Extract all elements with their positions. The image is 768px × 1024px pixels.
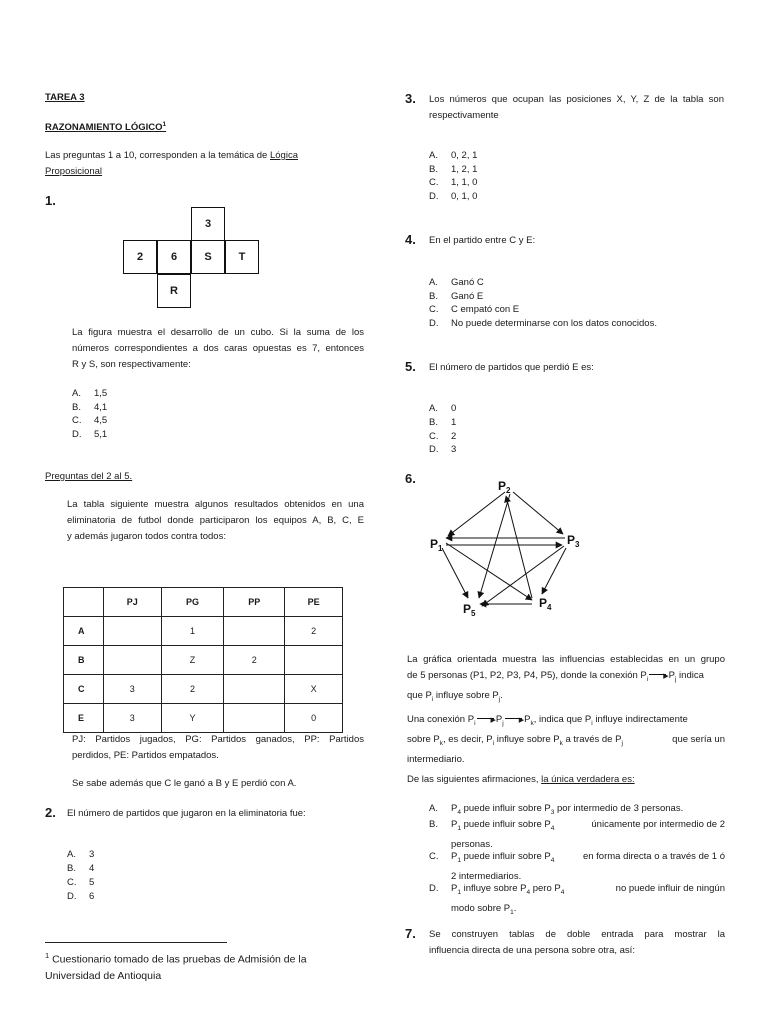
text-run: P bbox=[451, 851, 458, 862]
subscript: 4 bbox=[550, 824, 555, 832]
question-2-number: 2. bbox=[45, 805, 56, 820]
question-1-number: 1. bbox=[45, 193, 56, 208]
subscript: 4 bbox=[550, 856, 555, 864]
paragraph-line bbox=[407, 688, 725, 708]
text-run: P bbox=[495, 714, 503, 725]
arrowhead-icon: ▶ bbox=[518, 717, 525, 724]
question-4-number: 4. bbox=[405, 232, 416, 247]
section-intro-line: La tabla siguiente muestra algunos resultados obtenidos en una bbox=[67, 499, 364, 510]
text-run: P bbox=[451, 819, 458, 830]
question-3-line: Los números que ocupan las posiciones X, Y, Z de la tabla son bbox=[429, 94, 724, 105]
paragraph-line bbox=[407, 668, 725, 688]
table-cell: Z bbox=[161, 646, 224, 675]
option-text: 3 bbox=[451, 444, 457, 455]
question-2-option-a[interactable] bbox=[67, 848, 267, 862]
question-5-option-d[interactable] bbox=[429, 443, 629, 457]
text-run: por intermedio de 3 personas. bbox=[554, 803, 684, 814]
text-run: influye sobre P bbox=[433, 689, 499, 701]
table-cell bbox=[224, 704, 285, 733]
subscript: i bbox=[431, 695, 434, 703]
question-6-number: 6. bbox=[405, 471, 416, 486]
edge-p3-p4 bbox=[542, 548, 566, 594]
subscript: j bbox=[502, 719, 504, 727]
question-1-option-c[interactable] bbox=[72, 414, 272, 428]
table-header-cell bbox=[64, 588, 104, 617]
table-legend-line: PJ: Partidos jugados, PG: Partidos ganados, PP: Partidos bbox=[72, 734, 364, 745]
question-1-option-a[interactable] bbox=[72, 387, 272, 401]
table-cell: 3 bbox=[103, 675, 161, 704]
option-key: D. bbox=[72, 429, 82, 440]
question-7-text bbox=[429, 927, 725, 959]
option-key: A. bbox=[429, 403, 438, 414]
graph-edges bbox=[442, 492, 566, 606]
subscript: i bbox=[646, 675, 649, 683]
arrow-icon bbox=[477, 718, 494, 719]
text-run: a través de P bbox=[562, 733, 622, 745]
option-text: 0 bbox=[451, 403, 457, 414]
cube-face-r: R bbox=[157, 274, 191, 308]
table-cell: Y bbox=[161, 704, 224, 733]
subscript: i bbox=[474, 719, 476, 727]
option-key: D. bbox=[429, 191, 439, 202]
footnote-ref: 1 bbox=[162, 121, 167, 128]
subscript: k bbox=[530, 719, 534, 727]
text-run: que P bbox=[407, 689, 432, 701]
question-5-option-a[interactable] bbox=[429, 402, 629, 416]
section-intro-line: eliminatoria de futbol donde participaron los equipos A, B, C, E bbox=[67, 515, 364, 526]
arrow-icon bbox=[505, 718, 522, 719]
subscript: i bbox=[591, 719, 593, 727]
question-2-option-c[interactable] bbox=[67, 876, 267, 890]
table-cell: X bbox=[285, 675, 343, 704]
option-key: A. bbox=[429, 150, 438, 161]
table-cell: A bbox=[64, 617, 104, 646]
question-7-line: Se construyen tablas de doble entrada para mostrar la bbox=[429, 929, 725, 940]
subscript: 3 bbox=[550, 808, 555, 816]
question-1-text bbox=[72, 325, 364, 373]
question-6-prompt bbox=[407, 772, 725, 788]
question-6-option-b[interactable] bbox=[429, 817, 725, 853]
question-3-option-d[interactable] bbox=[429, 190, 649, 204]
section-heading-2-5: Preguntas del 2 al 5. bbox=[45, 471, 133, 482]
option-text: 1 bbox=[451, 417, 457, 428]
option-key: B. bbox=[72, 402, 81, 413]
node-p3: $P_3$ bbox=[567, 533, 580, 549]
subscript: 1 bbox=[510, 908, 514, 916]
table-note: Se sabe además que C le ganó a B y E perdió con A. bbox=[72, 778, 297, 789]
question-1-option-d[interactable] bbox=[72, 428, 272, 442]
text-run bbox=[451, 849, 554, 869]
arrowhead-icon: ▶ bbox=[663, 673, 669, 680]
option-text: 4,1 bbox=[94, 402, 108, 413]
option-text: C empató con E bbox=[451, 304, 520, 315]
text-run: de 5 personas (P1, P2, P3, P4, P5), donde la conexión P bbox=[407, 670, 647, 681]
text-run: P bbox=[451, 883, 458, 894]
table-header-cell: PP bbox=[224, 588, 285, 617]
table-cell: B bbox=[64, 646, 104, 675]
option-key: A. bbox=[72, 388, 81, 399]
option-key: C. bbox=[72, 415, 82, 426]
text-run: indica bbox=[676, 670, 704, 681]
question-1-option-b[interactable] bbox=[72, 401, 272, 415]
table-header-row bbox=[64, 588, 343, 617]
cube-face-top: 3 bbox=[191, 207, 225, 241]
text-run: , indica que P bbox=[533, 714, 592, 725]
option-text: 5 bbox=[89, 877, 95, 888]
question-5-number: 5. bbox=[405, 359, 416, 374]
question-1-line: números correspondientes a dos caras opuestas es 7, entonces bbox=[72, 343, 364, 354]
question-4-option-a[interactable] bbox=[429, 276, 729, 290]
subscript: k bbox=[439, 739, 443, 747]
option-line bbox=[451, 849, 725, 869]
text-run: no puede influir de ningún bbox=[615, 883, 725, 894]
subscript: j bbox=[498, 695, 501, 703]
option-key: D. bbox=[67, 891, 77, 902]
option-key: D. bbox=[429, 318, 439, 329]
question-3-option-a[interactable] bbox=[429, 149, 649, 163]
option-text: 4,5 bbox=[94, 415, 108, 426]
question-1-line: La figura muestra el desarrollo de un cubo. Si la suma de los bbox=[72, 327, 364, 338]
text-run bbox=[451, 817, 554, 837]
footnote-mark: 1 bbox=[45, 951, 50, 960]
text-run: P bbox=[451, 803, 458, 814]
option-text: 4 bbox=[89, 863, 95, 874]
subscript: 4 bbox=[457, 808, 461, 816]
option-text: Ganó E bbox=[451, 291, 484, 302]
text-run: la única verdadera es: bbox=[541, 774, 635, 785]
text-run bbox=[451, 881, 564, 901]
intro-topic-link-cont[interactable]: Proposicional bbox=[45, 166, 103, 177]
option-text: 1, 1, 0 bbox=[451, 177, 478, 188]
question-5-option-b[interactable] bbox=[429, 416, 629, 430]
question-3-number: 3. bbox=[405, 91, 416, 106]
option-text: 2 bbox=[451, 431, 457, 442]
table-cell bbox=[224, 675, 285, 704]
option-key: C. bbox=[429, 431, 439, 442]
question-2-option-b[interactable] bbox=[67, 862, 267, 876]
question-6-paragraph-2 bbox=[407, 712, 725, 768]
footnote-text: Universidad de Antioquia bbox=[45, 969, 162, 982]
question-2-text: El número de partidos que jugaron en la eliminatoria fue: bbox=[67, 808, 306, 819]
table-header-cell: PJ bbox=[103, 588, 161, 617]
cube-face-s: S bbox=[191, 240, 225, 274]
text-run: que sería un bbox=[672, 733, 725, 745]
edge-p2-p3 bbox=[513, 492, 563, 534]
table-cell bbox=[103, 646, 161, 675]
option-line bbox=[451, 817, 725, 837]
page-title: TAREA 3 bbox=[45, 92, 85, 103]
text-run: puede influir sobre P bbox=[460, 819, 551, 830]
text-run: P bbox=[668, 670, 675, 681]
section-title-text: RAZONAMIENTO LÓGICO bbox=[45, 122, 163, 134]
table-row bbox=[64, 646, 343, 675]
paragraph-line bbox=[407, 712, 725, 732]
question-3-option-c[interactable] bbox=[429, 176, 649, 190]
option-key: C. bbox=[429, 304, 439, 315]
question-3-line: respectivamente bbox=[429, 110, 499, 121]
edge-p2-p1 bbox=[448, 492, 505, 536]
node-p1: $P_1$ bbox=[430, 537, 443, 553]
table-legend-line: perdidos, PE: Partidos empatados. bbox=[72, 750, 219, 761]
text-run: Una conexión P bbox=[407, 714, 475, 725]
results-table bbox=[63, 587, 343, 733]
option-key: C. bbox=[429, 851, 439, 862]
subscript: 4 bbox=[560, 888, 565, 896]
option-key: B. bbox=[429, 291, 438, 302]
text-run: P bbox=[524, 714, 531, 725]
question-6-option-c[interactable] bbox=[429, 849, 725, 885]
table-row bbox=[64, 617, 343, 646]
node-p4: $P_4$ bbox=[539, 596, 552, 612]
table-row bbox=[64, 675, 343, 704]
section-intro-line: y además jugaron todos contra todos: bbox=[67, 531, 226, 542]
node-p5: $P_5$ bbox=[463, 602, 476, 618]
subscript: 1 bbox=[457, 888, 461, 896]
option-key: B. bbox=[429, 164, 438, 175]
table-cell: 3 bbox=[103, 704, 161, 733]
footnote-separator bbox=[45, 942, 227, 943]
paragraph-line: intermediario. bbox=[407, 753, 465, 765]
table-cell: 2 bbox=[285, 617, 343, 646]
table-legend bbox=[72, 732, 364, 764]
paragraph-line bbox=[407, 732, 725, 752]
edge-p4-p2 bbox=[506, 496, 532, 598]
text-run: influye sobre P bbox=[494, 733, 560, 745]
text-run: puede influir sobre P bbox=[460, 803, 551, 814]
arrowhead-icon: ▶ bbox=[490, 717, 496, 724]
option-text bbox=[451, 849, 725, 885]
option-text bbox=[451, 881, 725, 921]
cube-face-center: 6 bbox=[157, 240, 191, 274]
option-text: No puede determinarse con los datos conocidos. bbox=[451, 318, 657, 329]
table-cell: 2 bbox=[224, 646, 285, 675]
table-header-cell: PE bbox=[285, 588, 343, 617]
option-key: D. bbox=[429, 883, 439, 894]
option-key: A. bbox=[67, 849, 76, 860]
table-cell: 0 bbox=[285, 704, 343, 733]
graph-nodes bbox=[430, 479, 580, 618]
edge-p1-p4 bbox=[446, 543, 532, 600]
text-run: modo sobre P bbox=[451, 902, 511, 914]
subscript: i bbox=[492, 739, 495, 747]
question-5-text: El número de partidos que perdió E es: bbox=[429, 362, 594, 373]
arrow-icon bbox=[649, 674, 666, 675]
text-run: puede influir sobre P bbox=[460, 851, 551, 862]
table-cell bbox=[285, 646, 343, 675]
text-run: únicamente por intermedio de 2 bbox=[591, 819, 725, 830]
option-key: C. bbox=[67, 877, 77, 888]
question-4-option-d[interactable] bbox=[429, 317, 729, 331]
option-text: Ganó C bbox=[451, 277, 484, 288]
option-key: B. bbox=[429, 417, 438, 428]
option-line bbox=[451, 901, 725, 921]
option-key: C. bbox=[429, 177, 439, 188]
footnote bbox=[45, 948, 345, 984]
table-row bbox=[64, 704, 343, 733]
table-cell: C bbox=[64, 675, 104, 704]
option-key: D. bbox=[429, 444, 439, 455]
question-6-paragraph-1 bbox=[407, 652, 725, 708]
text-run: sobre P bbox=[407, 733, 440, 745]
option-key: B. bbox=[67, 863, 76, 874]
node-p2: $P_2$ bbox=[498, 479, 511, 495]
cube-face-left: 2 bbox=[123, 240, 157, 274]
option-key: A. bbox=[429, 803, 438, 814]
paragraph-line: La gráfica orientada muestra las influencias establecidas en un grupo bbox=[407, 654, 725, 665]
question-3-text bbox=[429, 92, 724, 124]
option-text: 1,5 bbox=[94, 388, 108, 399]
option-key: A. bbox=[429, 277, 438, 288]
question-5-option-c[interactable] bbox=[429, 430, 629, 444]
option-line: personas. bbox=[451, 838, 493, 850]
option-line: 2 intermediarios. bbox=[451, 870, 522, 882]
subscript: 1 bbox=[457, 824, 461, 832]
subscript: k bbox=[559, 739, 563, 747]
option-text: 5,1 bbox=[94, 429, 108, 440]
text-run bbox=[407, 732, 623, 752]
text-run: De las siguientes afirmaciones, bbox=[407, 774, 542, 785]
influence-graph bbox=[420, 470, 600, 620]
text-run: influye sobre P bbox=[460, 883, 527, 894]
option-text: 0, 1, 0 bbox=[451, 191, 478, 202]
intro-topic-link[interactable]: Lógica bbox=[269, 150, 298, 161]
intro-text: Las preguntas 1 a 10, corresponden a la temática de bbox=[45, 150, 270, 161]
text-run: en forma directa o a través de 1 ó bbox=[582, 851, 725, 862]
option-text bbox=[451, 817, 725, 853]
text-run: influye indirectamente bbox=[592, 714, 688, 725]
intro-paragraph bbox=[45, 148, 365, 180]
text-run: . bbox=[513, 902, 517, 914]
question-3-option-b[interactable] bbox=[429, 163, 649, 177]
option-text: 3 bbox=[89, 849, 95, 860]
section-title bbox=[45, 121, 166, 133]
question-1-line: R y S, son respectivamente: bbox=[72, 359, 191, 370]
table-cell: E bbox=[64, 704, 104, 733]
subscript: j bbox=[674, 675, 677, 683]
table-cell bbox=[224, 617, 285, 646]
text-run: . bbox=[500, 689, 503, 701]
option-text: 1, 2, 1 bbox=[451, 164, 478, 175]
option-line bbox=[451, 881, 725, 901]
section-intro bbox=[67, 497, 364, 545]
table-cell bbox=[103, 617, 161, 646]
subscript: 1 bbox=[457, 856, 461, 864]
question-2-option-d[interactable] bbox=[67, 890, 267, 904]
subscript: j bbox=[621, 739, 623, 747]
option-key: B. bbox=[429, 819, 438, 830]
question-6-option-d[interactable] bbox=[429, 881, 725, 921]
text-run: pero P bbox=[530, 883, 561, 894]
question-4-option-b[interactable] bbox=[429, 290, 729, 304]
option-text: 6 bbox=[89, 891, 95, 902]
footnote-text: Cuestionario tomado de las pruebas de Admisión de la bbox=[49, 953, 307, 966]
table-header-cell: PG bbox=[161, 588, 224, 617]
question-4-option-c[interactable] bbox=[429, 303, 729, 317]
text-run: , es decir, P bbox=[443, 733, 493, 745]
table-cell: 2 bbox=[161, 675, 224, 704]
question-7-number: 7. bbox=[405, 926, 416, 941]
cube-face-t: T bbox=[225, 240, 259, 274]
option-text: 0, 2, 1 bbox=[451, 150, 478, 161]
question-4-text: En el partido entre C y E: bbox=[429, 235, 536, 246]
table-cell: 1 bbox=[161, 617, 224, 646]
question-7-line: influencia directa de una persona sobre otra, así: bbox=[429, 945, 635, 956]
subscript: 4 bbox=[526, 888, 531, 896]
